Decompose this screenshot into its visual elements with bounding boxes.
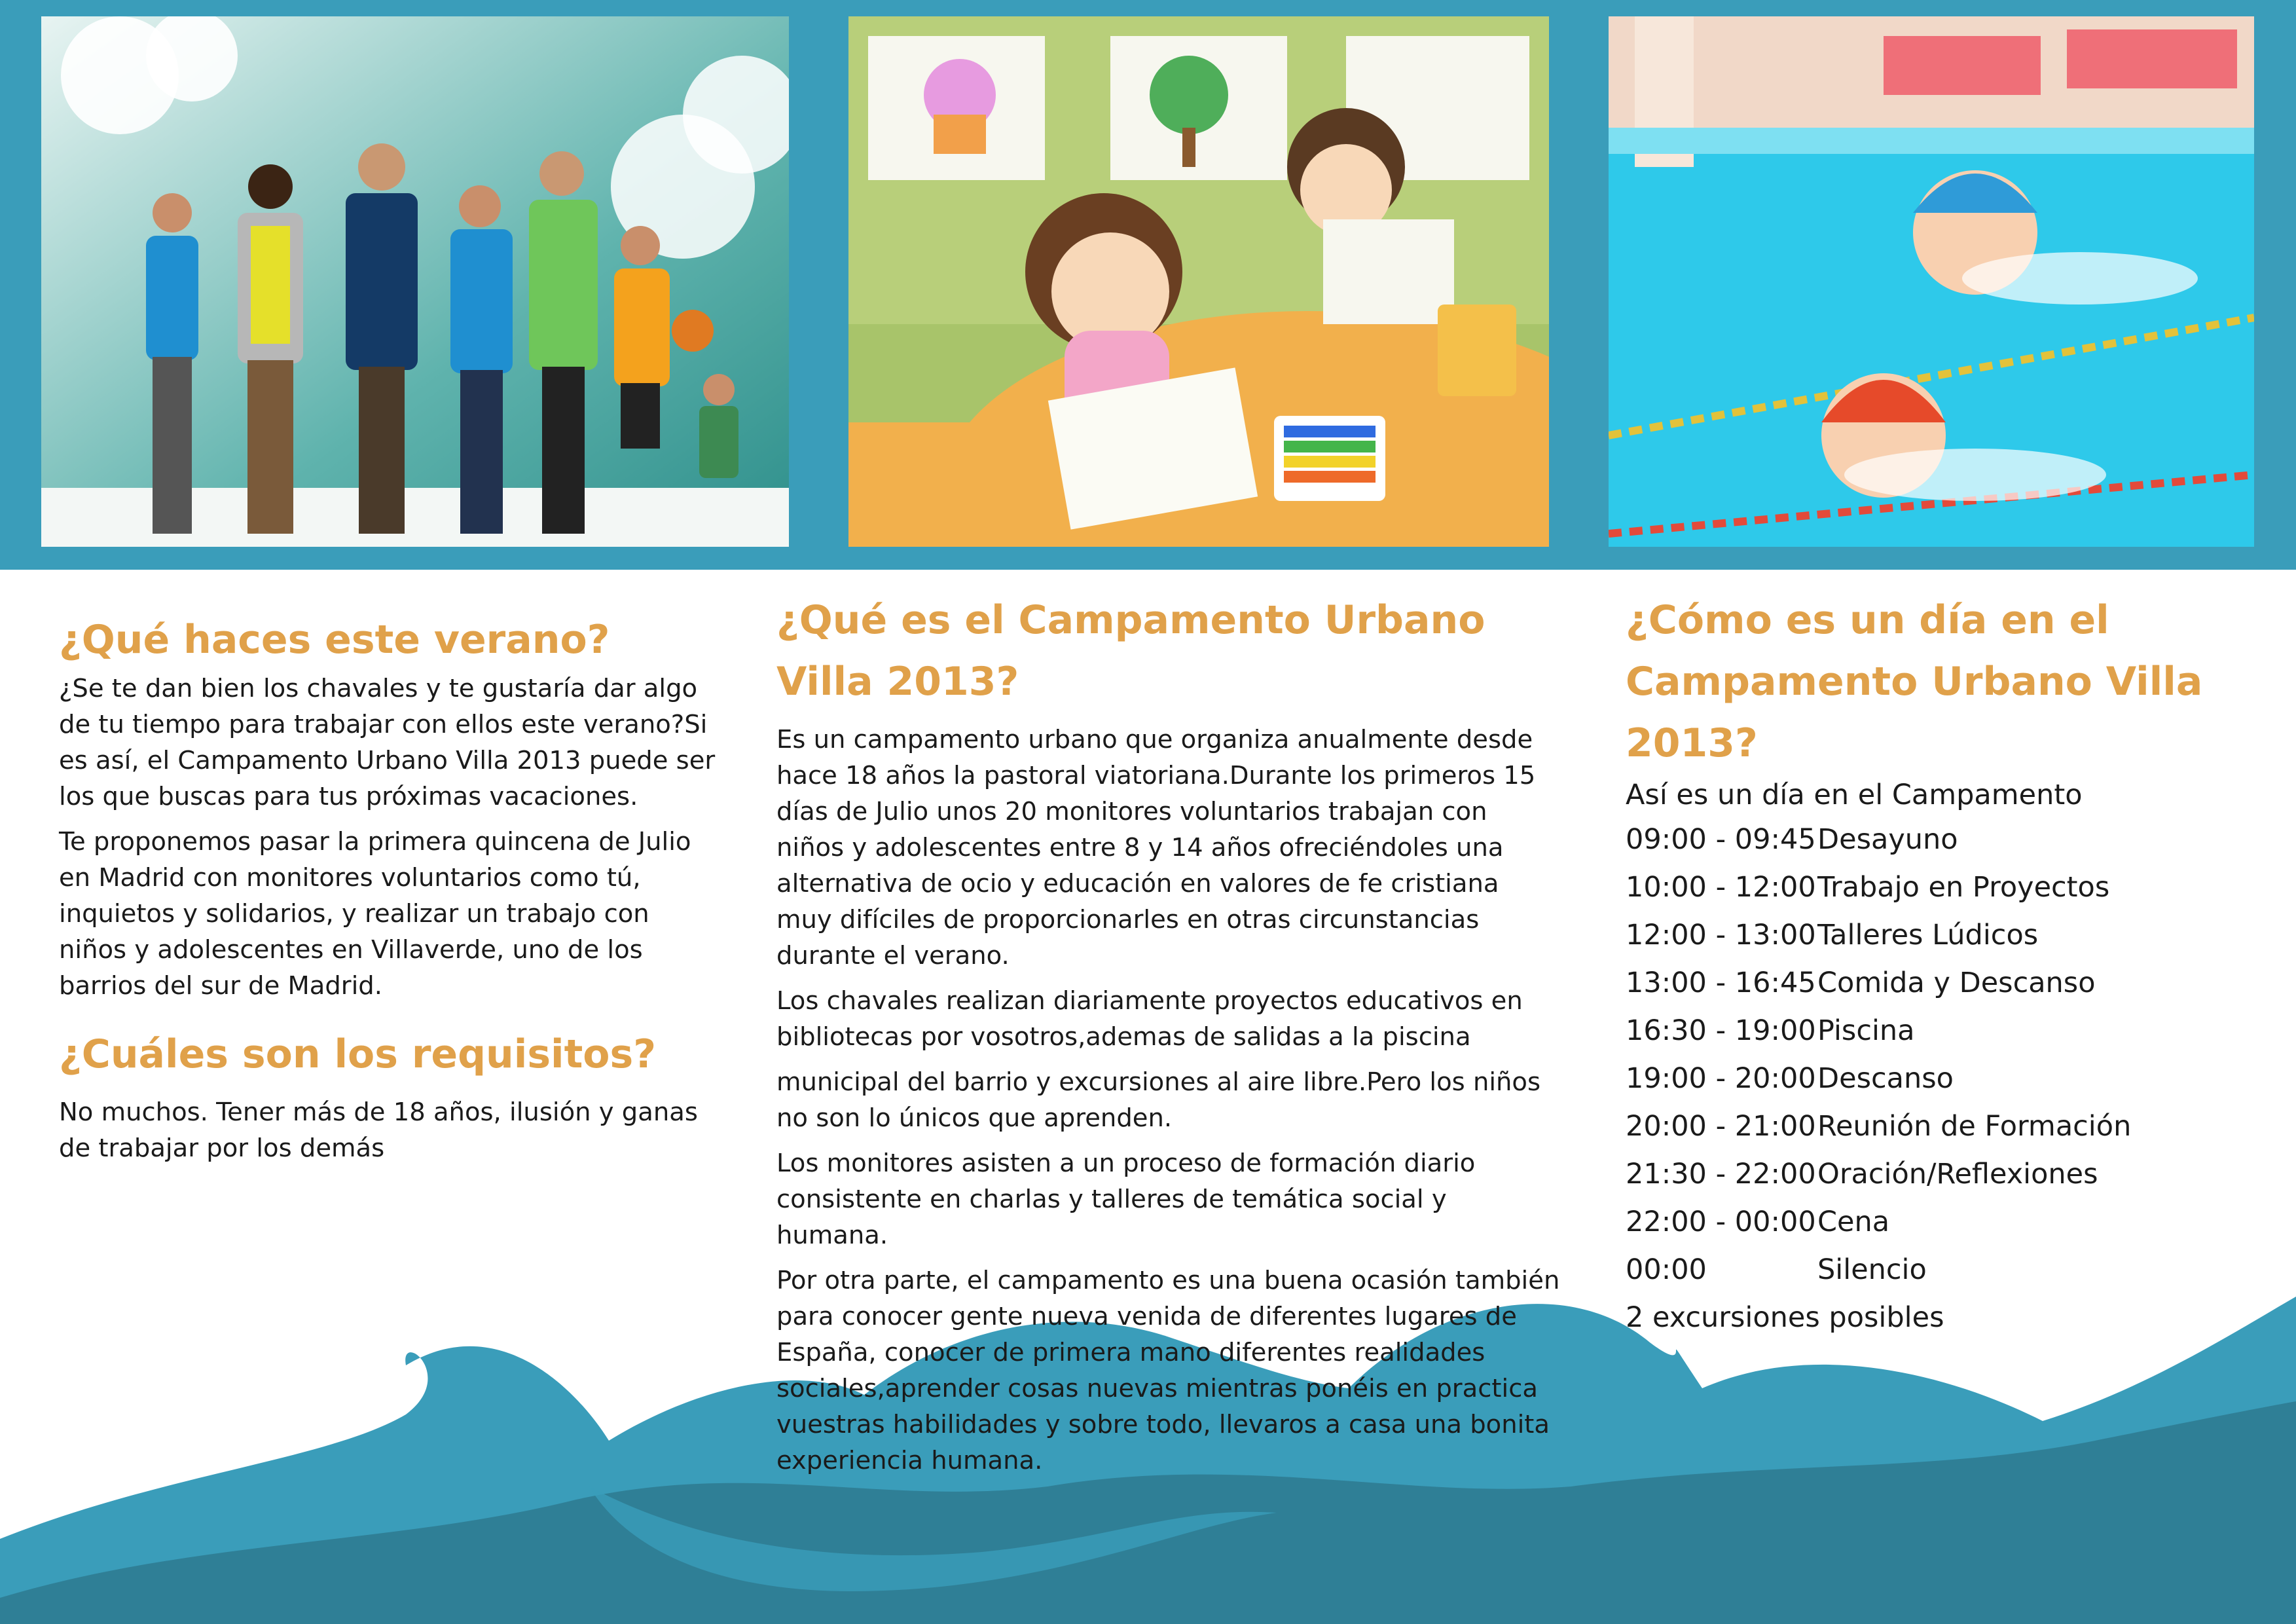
left-column [59,609,720,1166]
heading-what-is-camp: ¿Qué es el Campamento Urbano Villa 2013? [776,597,1485,705]
paragraph-camp-activities: Los chavales realizan diariamente proyectos educativos en bibliotecas por vosotros,ademas de salidas a la piscina [776,986,1523,1052]
middle-column [776,589,1562,1479]
schedule-time: 20:00 - 21:00 [1626,1110,1816,1143]
schedule-time: 19:00 - 20:00 [1626,1062,1816,1095]
heading-camp-day: ¿Cómo es un día en el Campamento Urbano Villa 2013? [1626,597,2203,766]
schedule-intro: Así es un día en el Campamento [1626,779,2083,811]
heading-requirements: ¿Cuáles son los requisitos? [59,1031,657,1077]
paragraph-requirements: No muchos. Tener más de 18 años, ilusión y ganas de trabajar por los demás [59,1098,698,1163]
schedule-activity: Comida y Descanso [1817,967,2096,999]
schedule-time: 16:30 - 19:00 [1626,1014,1816,1047]
schedule-activity: Trabajo en Proyectos [1817,871,2110,904]
schedule-row [1626,1055,2280,1103]
schedule-time: 12:00 - 13:00 [1626,919,1816,951]
schedule-row [1626,1103,2280,1151]
paragraph-camp-outings: municipal del barrio y excursiones al aire libre.Pero los niños no son lo únicos que aprenden. [776,1067,1541,1133]
paragraph-camp-monitors: Los monitores asisten a un proceso de formación diario consistente en charlas y talleres de temática social y humana. [776,1149,1476,1250]
schedule-activity: Cena [1817,1206,1890,1238]
schedule-activity: Oración/Reflexiones [1817,1158,2098,1190]
schedule-time: 22:00 - 00:00 [1626,1206,1816,1238]
schedule-row [1626,1007,2280,1055]
schedule-row [1626,1246,2280,1294]
schedule-activity: Piscina [1817,1014,1915,1047]
schedule-row [1626,959,2280,1007]
schedule-time: 21:30 - 22:00 [1626,1158,1816,1190]
schedule-row [1626,864,2280,912]
schedule-activity: Talleres Lúdicos [1817,919,2039,951]
schedule-row [1626,816,2280,864]
children-swimming-illustration [1609,16,2254,547]
paragraph-summer-proposal: Te proponemos pasar la primera quincena de Julio en Madrid con monitores voluntarios como tú, inquietos y solidarios, y realizar un trabajo con niños y adolescentes en Villaverde, uno de los barrios del sur de Madrid. [59,827,691,1001]
schedule-activity: Silencio [1817,1253,1927,1286]
schedule-row [1626,912,2280,959]
youth-group-illustration [41,16,789,547]
schedule-footer: 2 excursiones posibles [1626,1301,1944,1334]
schedule-activity: Desayuno [1817,823,1958,856]
schedule-list [1626,816,2280,1294]
schedule-activity: Descanso [1817,1062,1954,1095]
paragraph-camp-experience: Por otra parte, el campamento es una buena ocasión también para conocer gente nueva venida de diferentes lugares de España, conocer de primera mano diferentes realidades sociales,aprender cosas nuevas mientras ponéis en practica vuestras habilidades y sobre todo, llevaros a casa una bonita experiencia humana. [776,1266,1560,1475]
schedule-activity: Reunión de Formación [1817,1110,2132,1143]
schedule-row [1626,1151,2280,1198]
schedule-time: 09:00 - 09:45 [1626,823,1816,856]
paragraph-camp-description: Es un campamento urbano que organiza anualmente desde hace 18 años la pastoral viatoriana.Durante los primeros 15 días de Julio unos 20 monitores voluntarios trabajan con niños y adolescentes entre 8 y 14 años ofreciéndoles una alternativa de ocio y educación en valores de fe cristiana muy difíciles de proporcionarles en otras circunstancias durante el verano. [776,725,1536,970]
right-column [1626,589,2280,1342]
children-drawing-illustration [848,16,1549,547]
schedule-time: 10:00 - 12:00 [1626,871,1816,904]
paragraph-summer-intro: ¿Se te dan bien los chavales y te gustaría dar algo de tu tiempo para trabajar con ellos este verano?Si es así, el Campamento Urbano Villa 2013 puede ser los que buscas para tus próximas vacaciones. [59,674,716,811]
schedule-row [1626,1198,2280,1246]
schedule-time: 00:00 [1626,1253,1707,1286]
heading-summer: ¿Qué haces este verano? [59,617,610,663]
schedule-time: 13:00 - 16:45 [1626,967,1816,999]
